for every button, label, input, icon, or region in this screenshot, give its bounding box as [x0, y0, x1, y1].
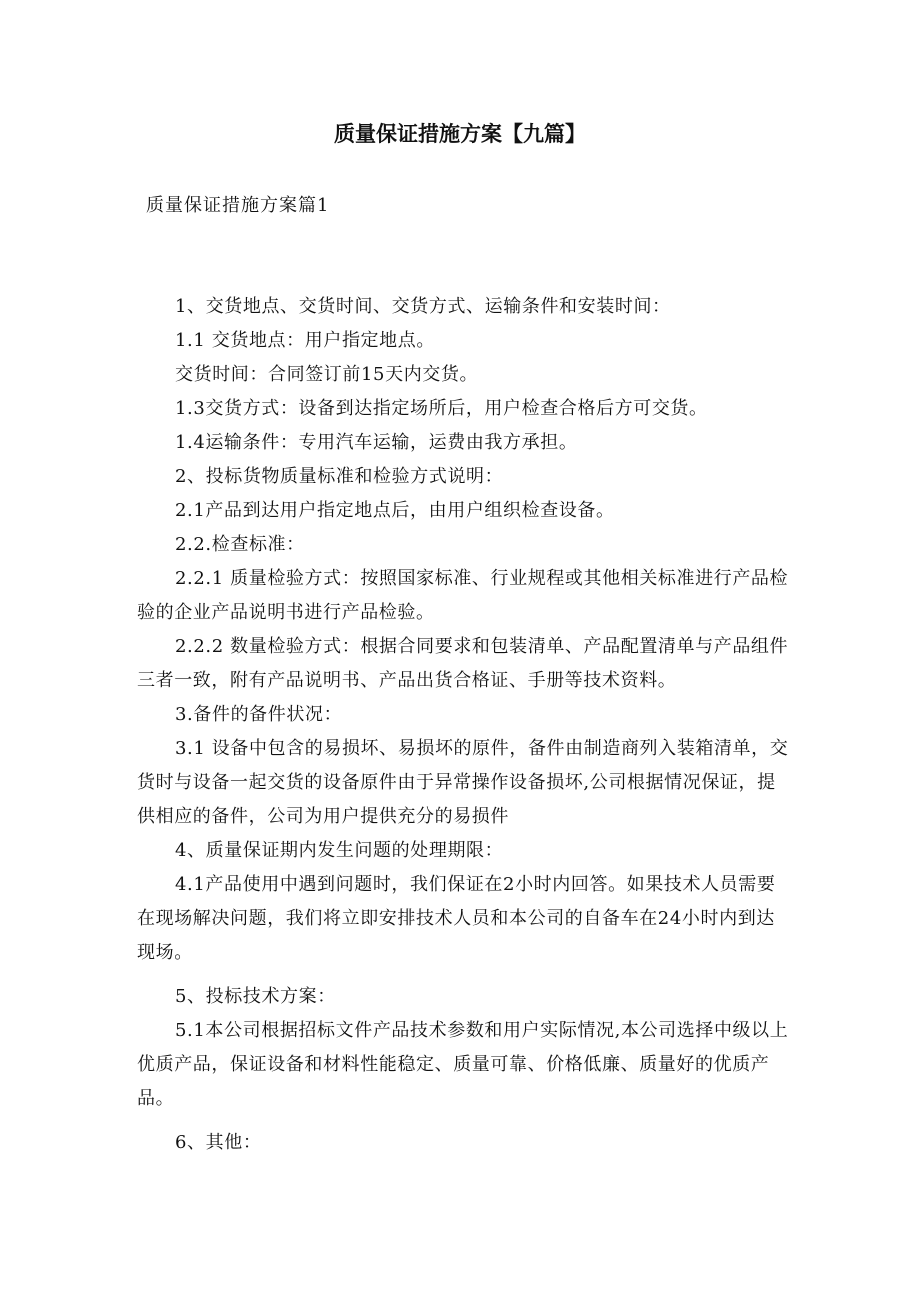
document-body	[137, 290, 793, 1160]
paragraph: 1.3交货方式：设备到达指定场所后，用户检查合格后方可交货。	[175, 398, 708, 419]
paragraph: 1.1 交货地点：用户指定地点。	[175, 330, 435, 351]
paragraph: 6、其他：	[175, 1132, 262, 1153]
paragraph: 2、投标货物质量标准和检验方式说明：	[175, 466, 504, 487]
paragraph: 2.2.检查标准：	[175, 534, 305, 555]
paragraph: 2.2.2 数量检验方式：根据合同要求和包装清单、产品配置清单与产品组件三者一致，附有产品说明书、产品出货合格证、手册等技术资料。	[137, 636, 789, 691]
paragraph: 4、质量保证期内发生问题的处理期限：	[175, 840, 504, 861]
paragraph: 2.2.1 质量检验方式：按照国家标准、行业规程或其他相关标准进行产品检验的企业产品说明书进行产品检验。	[137, 568, 789, 623]
section-title: 质量保证措施方案篇1	[146, 195, 330, 216]
paragraph: 5.1本公司根据招标文件产品技术参数和用户实际情况,本公司选择中级以上优质产品，保证设备和材料性能稳定、质量可靠、价格低廉、质量好的优质产品。	[137, 1020, 789, 1109]
paragraph: 1.4运输条件：专用汽车运输，运费由我方承担。	[175, 432, 578, 453]
paragraph: 4.1产品使用中遇到问题时，我们保证在2小时内回答。如果技术人员需要在现场解决问题，我们将立即安排技术人员和本公司的自备车在24小时内到达现场。	[137, 874, 776, 963]
paragraph: 1、交货地点、交货时间、交货方式、运输条件和安装时间：	[175, 296, 671, 317]
paragraph: 3.备件的备件状况：	[175, 704, 343, 725]
paragraph: 5、投标技术方案：	[175, 986, 336, 1007]
paragraph: 交货时间：合同签订前15天内交货。	[175, 364, 479, 385]
document-title: 质量保证措施方案【九篇】	[334, 122, 586, 146]
paragraph: 2.1产品到达用户指定地点后，由用户组织检查设备。	[175, 500, 615, 521]
paragraph: 3.1 设备中包含的易损坏、易损坏的原件，备件由制造商列入装箱清单，交货时与设备一起交货的设备原件由于异常操作设备损坏,公司根据情况保证，提供相应的备件，公司为用户提供充分的易损件	[137, 738, 789, 827]
